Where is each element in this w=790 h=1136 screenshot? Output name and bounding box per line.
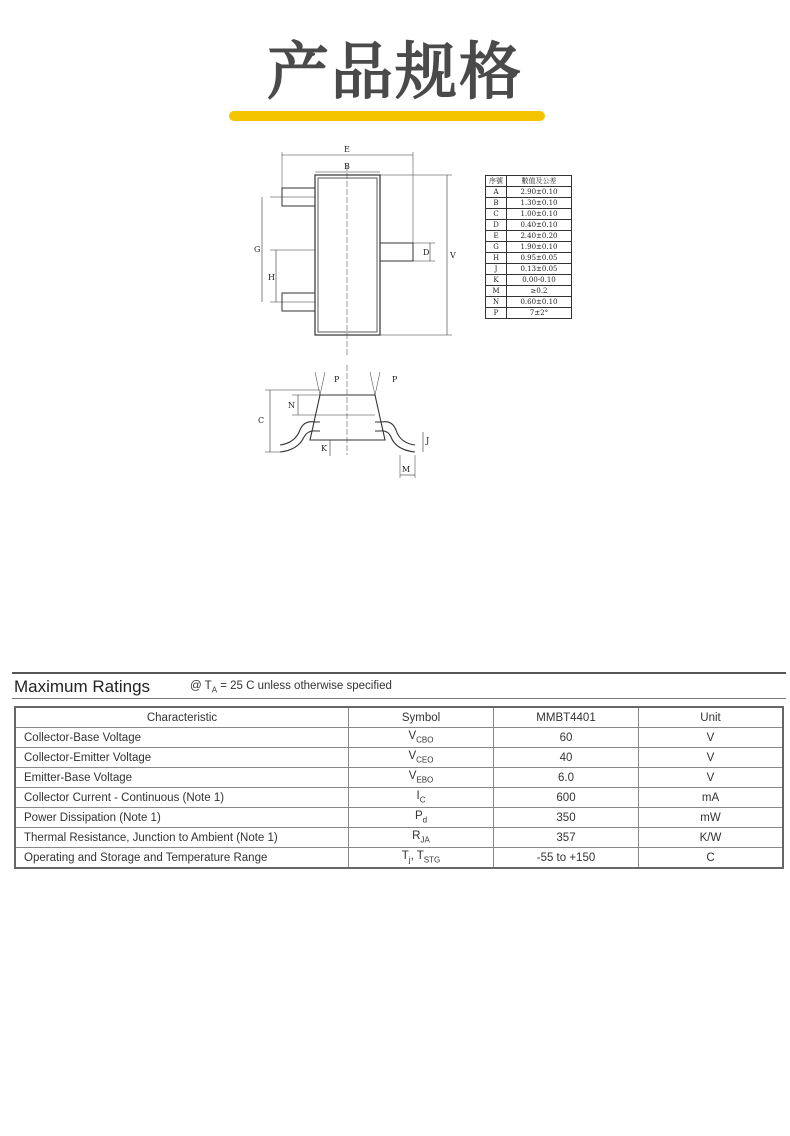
- table-row: [15, 808, 783, 828]
- spec-row: [486, 297, 572, 308]
- label-B: B: [344, 162, 350, 171]
- symbol-cell: $V_{CEO}$: [349, 748, 494, 768]
- spec-value: 7±2°: [507, 308, 572, 319]
- value-cell: 40: [494, 748, 639, 768]
- spec-row: [486, 209, 572, 220]
- label-E: E: [344, 145, 350, 154]
- spec-row: [486, 253, 572, 264]
- dimension-spec-table: [485, 175, 572, 319]
- spec-value: 2.40±0.20: [507, 231, 572, 242]
- label-V: V: [450, 251, 456, 260]
- spec-value: 1.00±0.10: [507, 209, 572, 220]
- unit-cell: V: [639, 768, 784, 788]
- spec-code: D: [486, 220, 507, 231]
- ratings-condition: @ $T_A = 25$ C unless otherwise specified: [190, 680, 392, 695]
- spec-value: 0.95±0.05: [507, 253, 572, 264]
- body-outline: [315, 175, 380, 335]
- characteristic-cell: Thermal Resistance, Junction to Ambient (Note 1): [15, 828, 349, 848]
- spec-value: 1.30±0.10: [507, 198, 572, 209]
- spec-value: 0.00-0.10: [507, 275, 572, 286]
- label-N: N: [288, 401, 295, 410]
- label-K: K: [321, 444, 327, 453]
- table-row: [15, 788, 783, 808]
- unit-cell: C: [639, 848, 784, 869]
- characteristic-cell: Power Dissipation (Note 1): [15, 808, 349, 828]
- unit-cell: mW: [639, 808, 784, 828]
- characteristic-cell: Emitter-Base Voltage: [15, 768, 349, 788]
- unit-cell: K/W: [639, 828, 784, 848]
- spec-code: A: [486, 187, 507, 198]
- unit-cell: V: [639, 728, 784, 748]
- table-row: [15, 768, 783, 788]
- symbol-cell: $R_{JA}$: [349, 828, 494, 848]
- spec-row: [486, 286, 572, 297]
- page-title: 产品规格: [266, 35, 523, 108]
- value-cell: 357: [494, 828, 639, 848]
- spec-code: H: [486, 253, 507, 264]
- label-M: M: [402, 465, 411, 474]
- spec-value: 0.60±0.10: [507, 297, 572, 308]
- header-part-number: MMBT4401: [494, 707, 639, 728]
- spec-value: 1.90±0.10: [507, 242, 572, 253]
- header-unit: Unit: [639, 707, 784, 728]
- ratings-bottom-rule: [12, 698, 786, 699]
- symbol-cell: $P_d$: [349, 808, 494, 828]
- spec-row: [486, 220, 572, 231]
- characteristic-cell: Collector Current - Continuous (Note 1): [15, 788, 349, 808]
- spec-value: ≥0.2: [507, 286, 572, 297]
- value-cell: 60: [494, 728, 639, 748]
- characteristic-cell: Collector-Base Voltage: [15, 728, 349, 748]
- side-body: [310, 395, 385, 440]
- spec-row: [486, 264, 572, 275]
- table-row: [15, 748, 783, 768]
- label-J: J: [426, 436, 430, 445]
- ratings-top-rule: [12, 672, 786, 674]
- value-cell: -55 to +150: [494, 848, 639, 869]
- characteristic-cell: Operating and Storage and Temperature Range: [15, 848, 349, 869]
- symbol-cell: $V_{CBO}$: [349, 728, 494, 748]
- spec-value: 0.13±0.05: [507, 264, 572, 275]
- spec-code: E: [486, 231, 507, 242]
- value-cell: 600: [494, 788, 639, 808]
- spec-code: C: [486, 209, 507, 220]
- symbol-cell: $T_j$, $T_{STG}$: [349, 848, 494, 869]
- spec-row: [486, 308, 572, 319]
- spec-code: N: [486, 297, 507, 308]
- label-H: H: [268, 273, 275, 282]
- label-C: C: [258, 416, 265, 425]
- spec-row: [486, 187, 572, 198]
- spec-code: M: [486, 286, 507, 297]
- spec-code: P: [486, 308, 507, 319]
- label-P-left: P: [334, 375, 340, 384]
- label-D: D: [423, 248, 430, 257]
- label-G: G: [254, 245, 261, 254]
- symbol-cell: $I_C$: [349, 788, 494, 808]
- spec-code: G: [486, 242, 507, 253]
- spec-header-index: 序號: [486, 176, 507, 187]
- title-underline: [229, 111, 545, 121]
- package-outline-drawing: [240, 140, 470, 490]
- table-row: [15, 728, 783, 748]
- spec-header-value: 數值及公差: [507, 176, 572, 187]
- spec-header-row: [486, 176, 572, 187]
- spec-value: 0.40±0.10: [507, 220, 572, 231]
- symbol-cell: $V_{EBO}$: [349, 768, 494, 788]
- label-P-right: P: [392, 375, 398, 384]
- spec-code: B: [486, 198, 507, 209]
- value-cell: 6.0: [494, 768, 639, 788]
- unit-cell: V: [639, 748, 784, 768]
- spec-code: K: [486, 275, 507, 286]
- spec-value: 2.90±0.10: [507, 187, 572, 198]
- lead-3: [380, 243, 413, 261]
- spec-row: [486, 198, 572, 209]
- unit-cell: mA: [639, 788, 784, 808]
- spec-row: [486, 231, 572, 242]
- header-symbol: Symbol: [349, 707, 494, 728]
- value-cell: 350: [494, 808, 639, 828]
- header-characteristic: Characteristic: [15, 707, 349, 728]
- spec-row: [486, 275, 572, 286]
- characteristic-cell: Collector-Emitter Voltage: [15, 748, 349, 768]
- ratings-header-row: [15, 707, 783, 728]
- table-row: [15, 848, 783, 869]
- table-row: [15, 828, 783, 848]
- spec-code: J: [486, 264, 507, 275]
- maximum-ratings-table: [14, 706, 784, 869]
- ratings-title: Maximum Ratings: [14, 677, 151, 696]
- spec-row: [486, 242, 572, 253]
